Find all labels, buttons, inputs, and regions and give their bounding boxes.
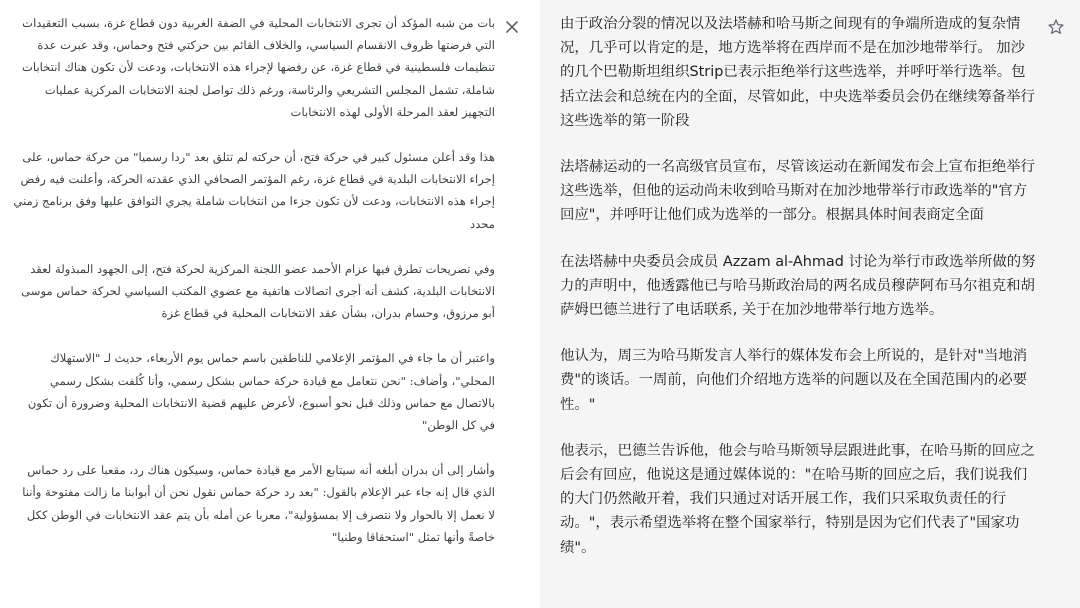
source-text — [0, 0, 501, 548]
source-paragraph-1: بات من شبه المؤكد أن تجرى الانتخابات المحلية في الضفة الغربية دون قطاع غزة، بسبب التعقيدات التي فرضتها ظروف الانقسام السياسي، والخلاف القائم بين حركتي فتح وحماس، وقد عبرت عدة تنظيمات فلسطينية في قطاع غزة، عن رفضها لإجراء هذه الانتخابات، ودعت لأن تكون هناك انتخابات شاملة، تشمل المجلس التشريعي والرئاسة، ورغم ذلك تواصل لجنة الانتخابات المركزية عمليات التجهيز لعقد المرحلة الأولى لهذه الانتخابات — [22, 16, 495, 119]
source-paragraph-4: واعتبر أن ما جاء في المؤتمر الإعلامي للناطقين باسم حماس يوم الأربعاء، حديث لـ "الاستهلاك المحلي"، وأضاف: "نحن نتعامل مع قيادة حركة حماس بشكل رسمي، وأنا كُلفت بشكل رسمي بالاتصال مع حماس وذلك قبل نحو أسبوع، لأعرض عليهم قضية الانتخابات المحلية وضرورة أن تكون في كل الوطن" — [27, 351, 495, 433]
star-outline-icon — [1047, 18, 1065, 36]
translation-panel — [540, 0, 1080, 608]
source-paragraph-5: وأشار إلى أن بدران أبلغه أنه سيتابع الأمر مع قيادة حماس، وسيكون هناك رد، مقعبا على رد حماس الذي قال إنه جاء عبر الإعلام بالقول: "بعد رد حركة حماس نقول نحن أن أبوابنا ما زالت مفتوحة وأننا لا نعمل إلا بالحوار ولا نتصرف إلا بمسؤولية"، معربا عن أمله بأن يتم عقد الانتخابات في الوطن ككل خاصةً وأنها تمثل "استحقاقا وطنيا" — [22, 463, 495, 544]
translation-text — [540, 0, 1080, 560]
source-paragraph-3: وفي تصريحات تطرق فيها عزام الأحمد عضو اللجنة المركزية لحركة فتح، إلى الجهود المبذولة لعقد الانتخابات البلدية، كشف أنه أجرى اتصالات هاتفية مع عضوي المكتب السياسي لحركة حماس موسى أبو مرزوق، وحسام بدران، بشأن عقد الانتخابات المحلية في قطاع غزة — [21, 261, 495, 321]
source-text-panel — [0, 0, 501, 608]
translation-paragraph-3: 在法塔赫中央委员会成员 Azzam al-Ahmad 讨论为举行市政选举所做的努力的声明中，他透露他已与哈马斯政治局的两名成员穆萨阿布马尔祖克和胡萨姆巴德兰进行了电话联系, 关于在加沙地带举行地方选举。 — [560, 253, 1036, 319]
source-paragraph-2: هذا وقد أعلن مسئول كبير في حركة فتح، أن حركته لم تتلق بعد "ردا رسميا" من حركة حماس، على إجراء الانتخابات البلدية في قطاع غزة، رغم المؤتمر الصحافي الذي عقدته الحركة، وأعلنت فيه رفض إجراء هذه الانتخابات، ودعت لأن تكون جزءا من انتخابات شاملة يجري التوافق عليها وفق برنامج زمني محدد — [13, 150, 495, 231]
translation-paragraph-4: 他认为，周三为哈马斯发言人举行的媒体发布会上所说的，是针对"当地消费"的谈话。一周前，向他们介绍地方选举的问题以及在全国范围内的必要性。" — [560, 348, 1028, 413]
translation-paragraph-5: 他表示，巴德兰告诉他，他会与哈马斯领导层跟进此事，在哈马斯的回应之后会有回应，他说这是通过媒体说的："在哈马斯的回应之后，我们说我们的大门仍然敞开着，我们只通过对话开展工作，我们只采取负责任的行动。"，表示希望选举将在整个国家举行，特别是因为它们代表了"国家功绩"。 — [560, 442, 1035, 556]
save-translation-button[interactable] — [1045, 16, 1067, 38]
clear-source-button[interactable] — [501, 16, 523, 38]
translation-paragraph-2: 法塔赫运动的一名高级官员宣布，尽管该运动在新闻发布会上宣布拒绝举行这些选举，但他的运动尚未收到哈马斯对在加沙地带举行市政选举的"官方回应"，并呼吁让他们成为选举的一部分。根据具体时间表商定全面 — [560, 159, 1035, 224]
close-icon — [505, 20, 519, 34]
translation-paragraph-1: 由于政治分裂的情况以及法塔赫和哈马斯之间现有的争端所造成的复杂情况，几乎可以肯定的是，地方选举将在西岸而不是在加沙地带举行。 加沙的几个巴勒斯坦组织Strip已表示拒绝举行这些选举，并呼吁举行选举。包括立法会和总统在内的全面，尽管如此，中央选举委员会仍在继续筹备举行这些选举的第一阶段 — [560, 16, 1035, 129]
